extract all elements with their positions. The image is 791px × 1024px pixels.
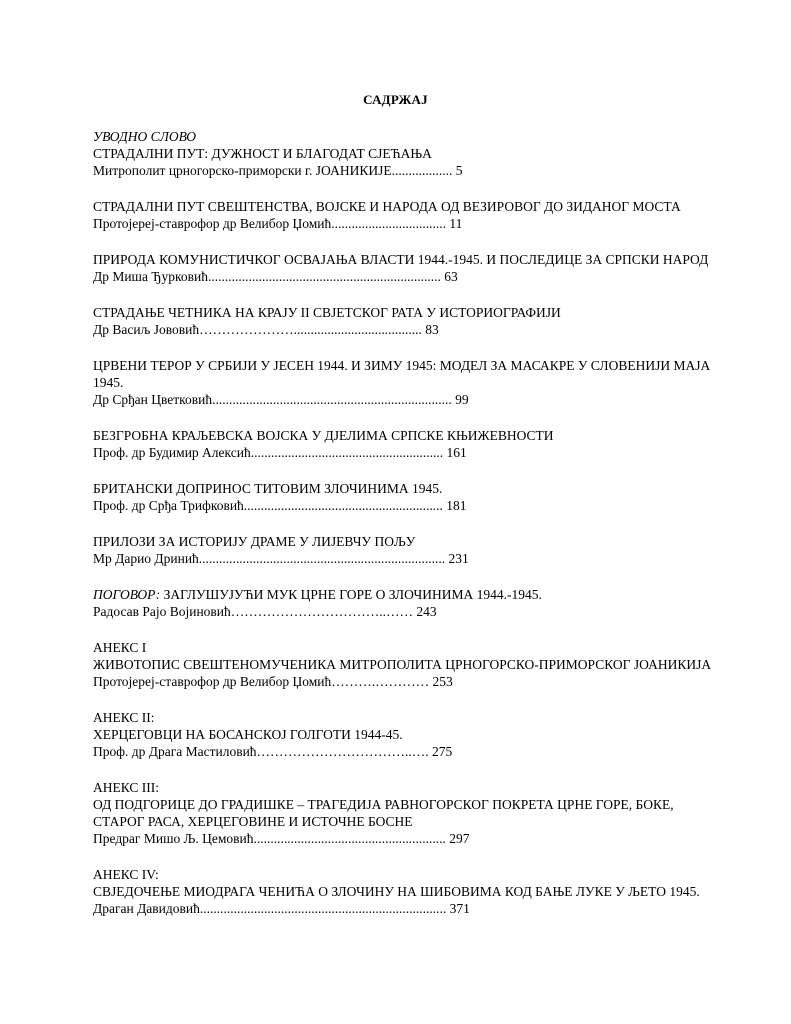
entry-heading: БЕЗГРОБНА КРАЉЕВСКА ВОЈСКА У ДЈЕЛИМА СРПСКЕ КЊИЖЕВНОСТИ [93, 428, 554, 443]
toc-entry [93, 586, 713, 620]
entry-heading: ПРИРОДА КОМУНИСТИЧКОГ ОСВАЈАЊА ВЛАСТИ 1944.-1945. И ПОСЛЕДИЦЕ ЗА СРПСКИ НАРОД [93, 252, 709, 267]
entry-heading-continued: 1945. [93, 375, 124, 390]
entry-heading: СТРАДАЊЕ ЧЕТНИКА НА КРАЈУ II СВЈЕТСКОГ РАТА У ИСТОРИОГРАФИЈИ [93, 305, 561, 320]
annex-label: АНЕКС IV: [93, 867, 159, 882]
entry-heading: СВЈЕДОЧЕЊЕ МИОДРАГА ЧЕНИЋА О ЗЛОЧИНУ НА ШИБОВИМА КОД БАЊЕ ЛУКЕ У ЉЕТО 1945. [93, 884, 700, 899]
entry-heading: ПРИЛОЗИ ЗА ИСТОРИЈУ ДРАМЕ У ЛИЈЕВЧУ ПОЉУ [93, 534, 416, 549]
entry-heading: СТРАДАЛНИ ПУТ: ДУЖНОСТ И БЛАГОДАТ СЈЕЋАЊА [93, 146, 432, 161]
toc-entry [93, 251, 713, 285]
entry-author-page: Др Срђан Цветковић....................................................................... 99 [93, 392, 469, 407]
entry-heading: ЖИВОТОПИС СВЕШТЕНОМУЧЕНИКА МИТРОПОЛИТА ЦРНОГОРСКО-ПРИМОРСКОГ ЈОАНИКИЈА [93, 657, 712, 672]
annex-label: АНЕКС I [93, 640, 147, 655]
section-prefix: ПОГОВОР: [93, 587, 161, 602]
entry-heading: ЦРВЕНИ ТЕРОР У СРБИЈИ У ЈЕСЕН 1944. И ЗИМУ 1945: МОДЕЛ ЗА МАСАКРЕ У СЛОВЕНИЈИ МАЈА [93, 358, 711, 373]
entry-author-page: Драган Давидовић......................................................................... 371 [93, 901, 470, 916]
toc-entry [93, 533, 713, 567]
toc-entry [93, 128, 713, 179]
entry-author-page: Радосав Рајо Војиновић……………………………..…… 243 [93, 604, 437, 619]
toc-entry [93, 427, 713, 461]
section-prefix: УВОДНО СЛОВО [93, 129, 196, 144]
entry-author-page: Проф. др Срђа Трифковић........................................................... 181 [93, 498, 467, 513]
toc-entry [93, 357, 713, 408]
entry-heading-line [93, 586, 713, 603]
entry-heading-continued: СТАРОГ РАСА, ХЕРЦЕГОВИНЕ И ИСТОЧНЕ БОСНЕ [93, 814, 413, 829]
entry-author-page: Предраг Мишо Љ. Цемовић......................................................... 297 [93, 831, 470, 846]
annex-label: АНЕКС III: [93, 780, 160, 795]
entry-heading: ЗАГЛУШУЈУЋИ МУК ЦРНЕ ГОРЕ О ЗЛОЧИНИМА 1944.-1945. [160, 587, 542, 602]
toc-entry [93, 709, 713, 760]
entry-author-page: Др Миша Ђурковић..................................................................... 63 [93, 269, 458, 284]
entry-author-page: Проф. др Драга Мастиловић……………………………..…. 275 [93, 744, 453, 759]
toc-entry [93, 779, 713, 847]
toc-entry [93, 198, 713, 232]
annex-label: АНЕКС II: [93, 710, 155, 725]
page-title: САДРЖАЈ [363, 92, 428, 107]
entry-heading: СТРАДАЛНИ ПУТ СВЕШТЕНСТВА, ВОЈСКЕ И НАРОДА ОД ВЕЗИРОВОГ ДО ЗИДАНОГ МОСТА [93, 199, 681, 214]
entry-author-page: Мр Дарио Дринић......................................................................... 231 [93, 551, 469, 566]
entry-author-page: Проф. др Будимир Алексић......................................................... 161 [93, 445, 467, 460]
toc-entry [93, 304, 713, 338]
toc-entry [93, 480, 713, 514]
entry-author-page: Др Васиљ Јововић…………………...................................... 83 [93, 322, 439, 337]
toc-entry [93, 866, 713, 917]
table-of-contents [93, 128, 713, 917]
entry-author-page: Протојереј-ставрофор др Велибор Џомић……….………… 253 [93, 674, 453, 689]
entry-heading: ОД ПОДГОРИЦЕ ДО ГРАДИШКЕ – ТРАГЕДИЈА РАВНОГОРСКОГ ПОКРЕТА ЦРНЕ ГОРЕ, БОКЕ, [93, 797, 674, 812]
entry-heading: БРИТАНСКИ ДОПРИНОС ТИТОВИМ ЗЛОЧИНИМА 1945. [93, 481, 443, 496]
entry-heading: ХЕРЦЕГОВЦИ НА БОСАНСКОЈ ГОЛГОТИ 1944-45. [93, 727, 403, 742]
entry-author-page: Протојереј-ставрофор др Велибор Џомић.................................. 11 [93, 216, 463, 231]
toc-entry [93, 639, 713, 690]
entry-author-page: Митрополит црногорско-приморски г. ЈОАНИКИЈЕ.................. 5 [93, 163, 463, 178]
